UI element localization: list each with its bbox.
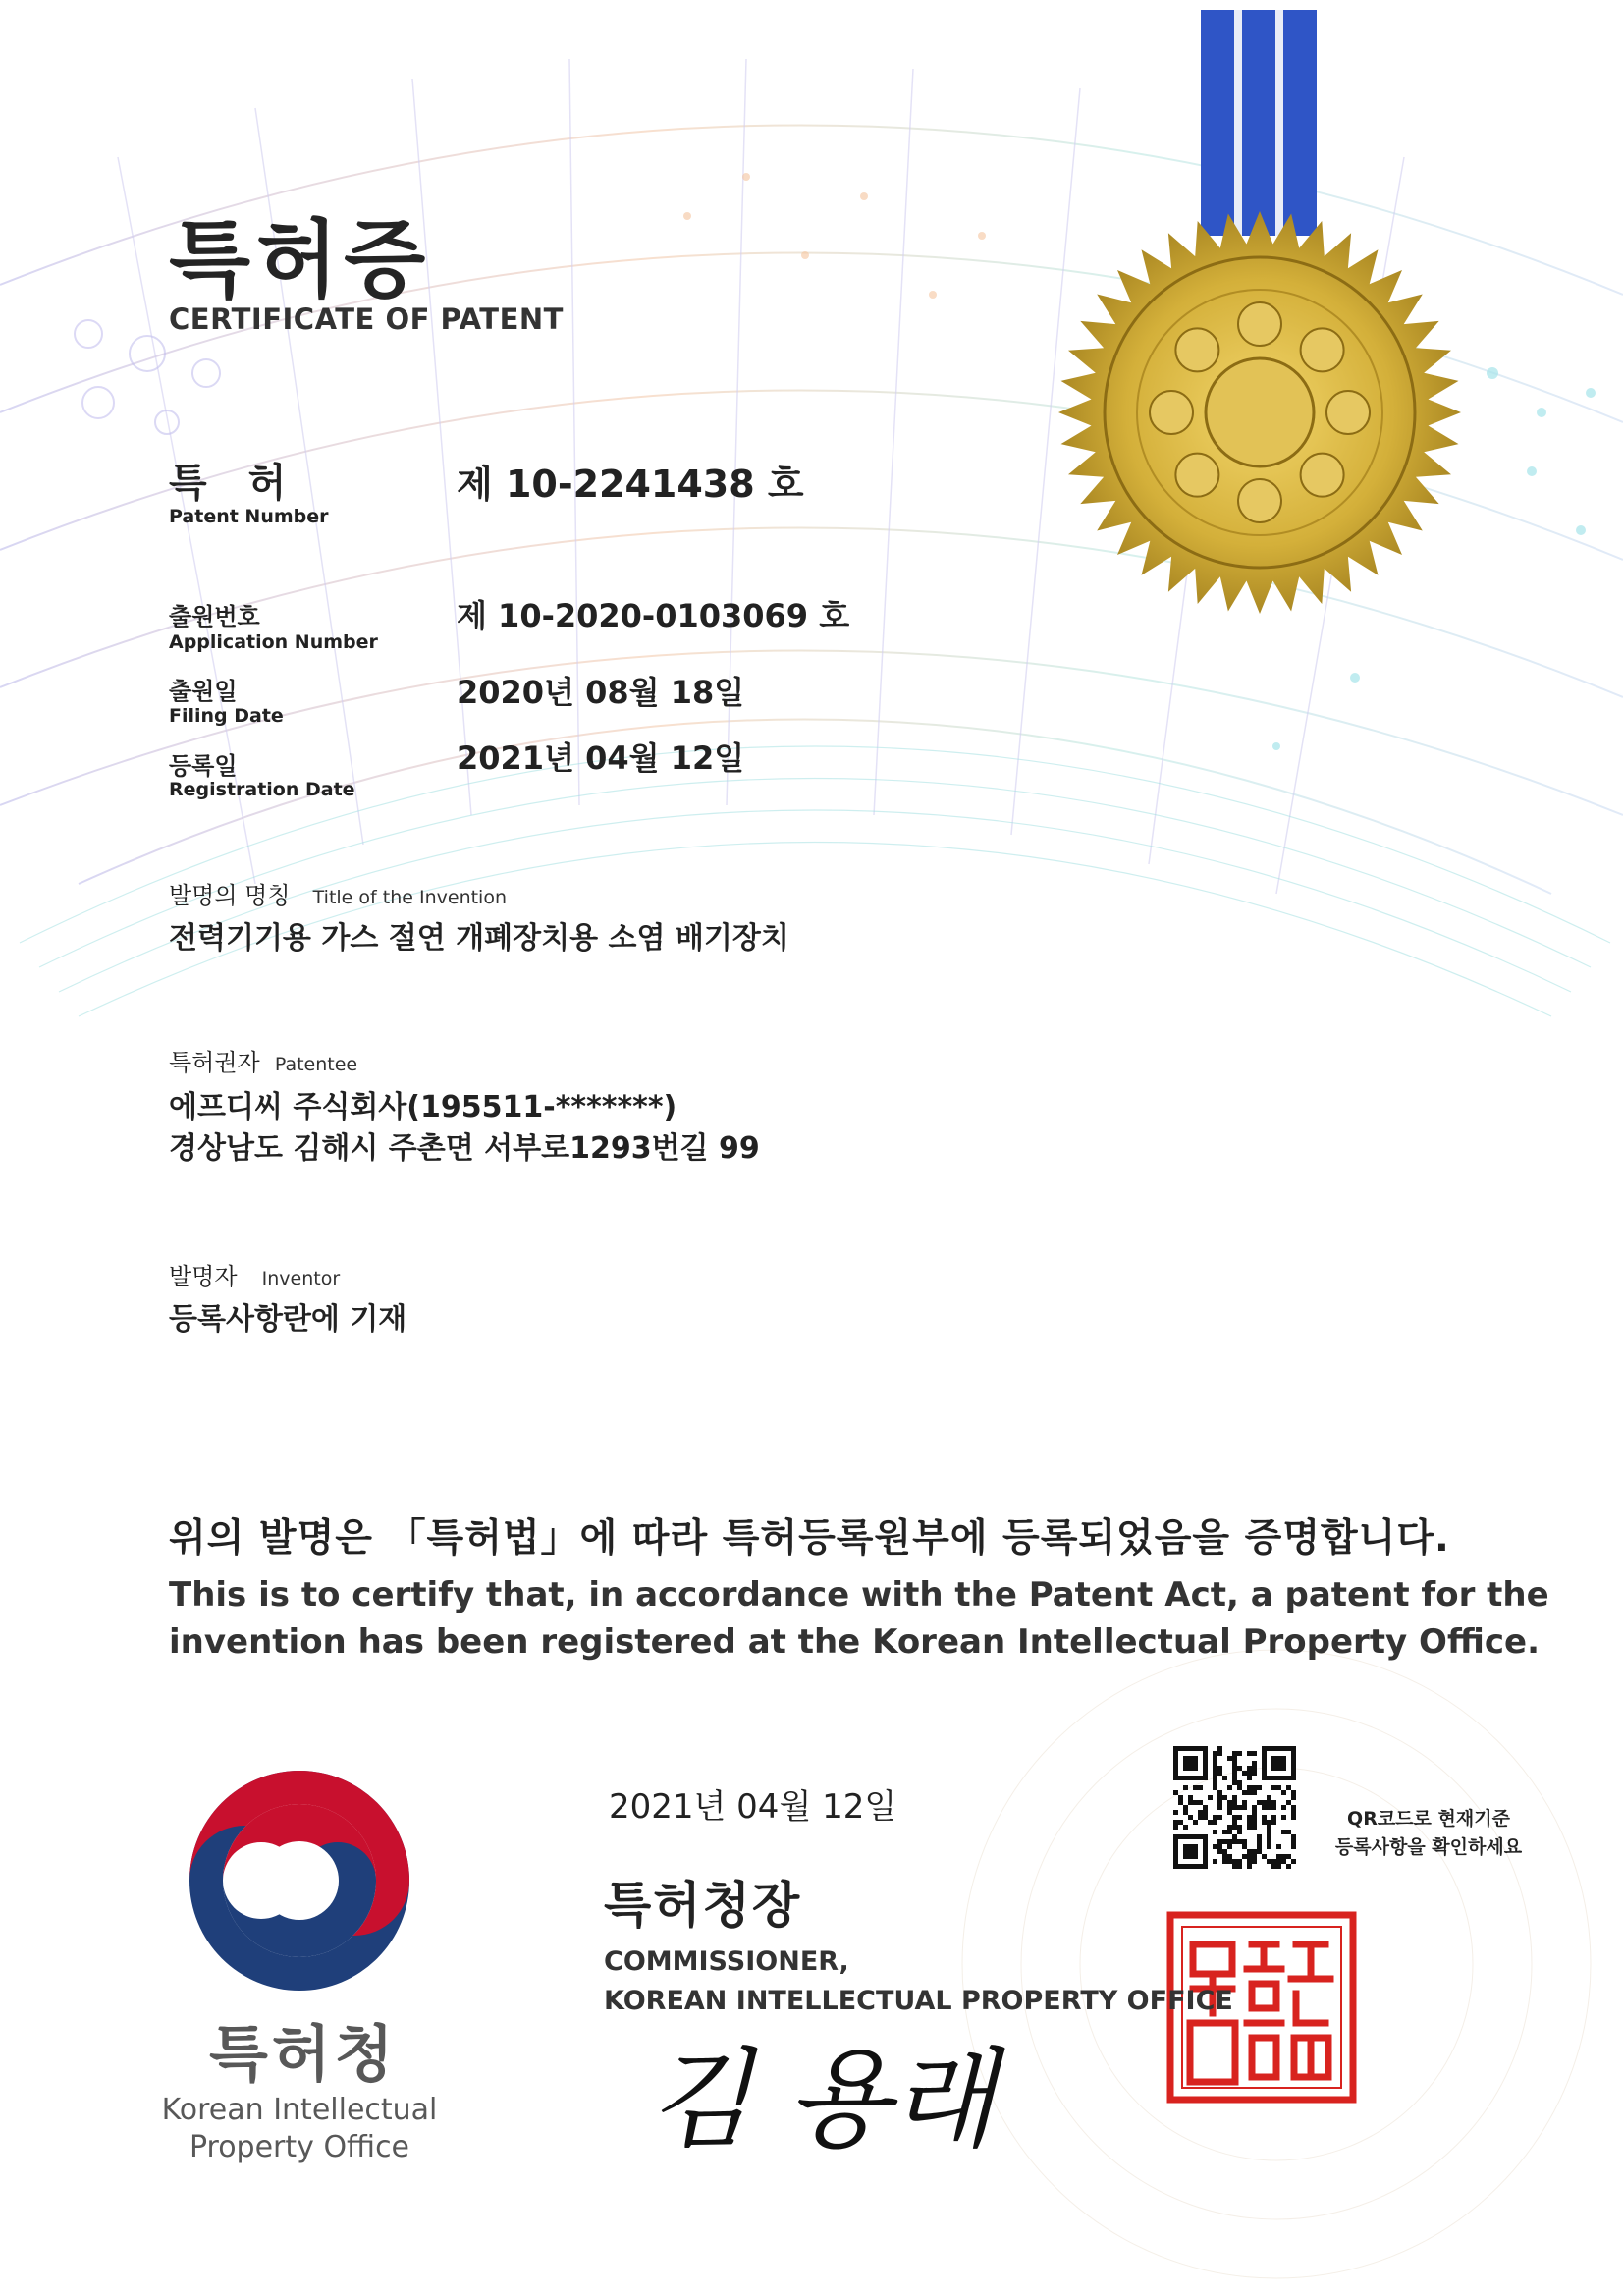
patentee-label-en: Patentee [274, 1054, 358, 1075]
patentee-label: 특허권자 [169, 1049, 260, 1076]
patentee-heading [169, 1043, 357, 1077]
application-number-value: 제 10-2020-0103069 호 [457, 597, 850, 634]
patentee-address: 경상남도 김해시 주촌면 서부로1293번길 99 [169, 1131, 760, 1166]
invention-title-heading [169, 876, 507, 910]
registration-date-label: 등록일 [169, 752, 238, 780]
kipo-logo-name-en-line1: Korean Intellectual [161, 2093, 438, 2127]
invention-title-label: 발명의 명칭 [169, 882, 291, 909]
certification-statement-en-line1: This is to certify that, in accordance with the Patent Act, a patent for the [169, 1575, 1549, 1614]
issue-date: 2021년 04월 12일 [609, 1787, 897, 1827]
gold-seal-icon [1058, 211, 1461, 614]
inventor-label: 발명자 [169, 1263, 238, 1290]
page-title: 특허증 [169, 211, 432, 309]
kipo-logo-name-en-line2: Property Office [189, 2130, 410, 2164]
application-number-label: 출원번호 [169, 603, 260, 630]
qr-note-line1: QR코드로 현재기준 [1347, 1808, 1510, 1830]
patent-number-value: 제 10-2241438 호 [457, 463, 804, 506]
medal-ribbon [1201, 10, 1317, 236]
kipo-logo-name-en [147, 2092, 452, 2166]
filing-date-label: 출원일 [169, 678, 238, 705]
qr-note [1301, 1805, 1556, 1862]
invention-title-label-en: Title of the Invention [312, 887, 508, 908]
certification-statement-ko: 위의 발명은 「특허법」에 따라 특허등록원부에 등록되었음을 증명합니다. [169, 1516, 1450, 1560]
application-number-label-en: Application Number [169, 631, 378, 653]
commissioner-title-ko: 특허청장 [604, 1877, 802, 1934]
commissioner-title-en-line1: COMMISSIONER, [604, 1946, 849, 1977]
registration-date-label-en: Registration Date [169, 779, 355, 800]
filing-date-value: 2020년 08월 18일 [457, 674, 745, 711]
inventor-heading [169, 1257, 340, 1291]
qr-code-icon [1173, 1746, 1296, 1869]
commissioner-signature: 김 용래 [648, 2037, 996, 2162]
patentee-name: 에프디씨 주식회사(195511-*******) [169, 1090, 677, 1124]
commissioner-title-en-line2: KOREAN INTELLECTUAL PROPERTY OFFICE [604, 1986, 1233, 2016]
patent-number-label: 특 허 [169, 461, 300, 506]
invention-title-value: 전력기기용 가스 절연 개폐장치용 소염 배기장치 [169, 921, 789, 956]
page-subtitle: CERTIFICATE OF PATENT [169, 302, 564, 336]
certification-statement-en-line2: invention has been registered at the Korean Intellectual Property Office. [169, 1622, 1540, 1662]
filing-date-label-en: Filing Date [169, 705, 284, 727]
inventor-label-en: Inventor [261, 1268, 341, 1289]
registration-date-value: 2021년 04월 12일 [457, 739, 745, 777]
kipo-logo-name-ko: 특허청 [209, 2018, 398, 2090]
kipo-logo-icon [189, 1771, 409, 1991]
inventor-value: 등록사항란에 기재 [169, 1302, 407, 1337]
patent-number-label-en: Patent Number [169, 506, 329, 527]
qr-note-line2: 등록사항을 확인하세요 [1334, 1836, 1523, 1858]
